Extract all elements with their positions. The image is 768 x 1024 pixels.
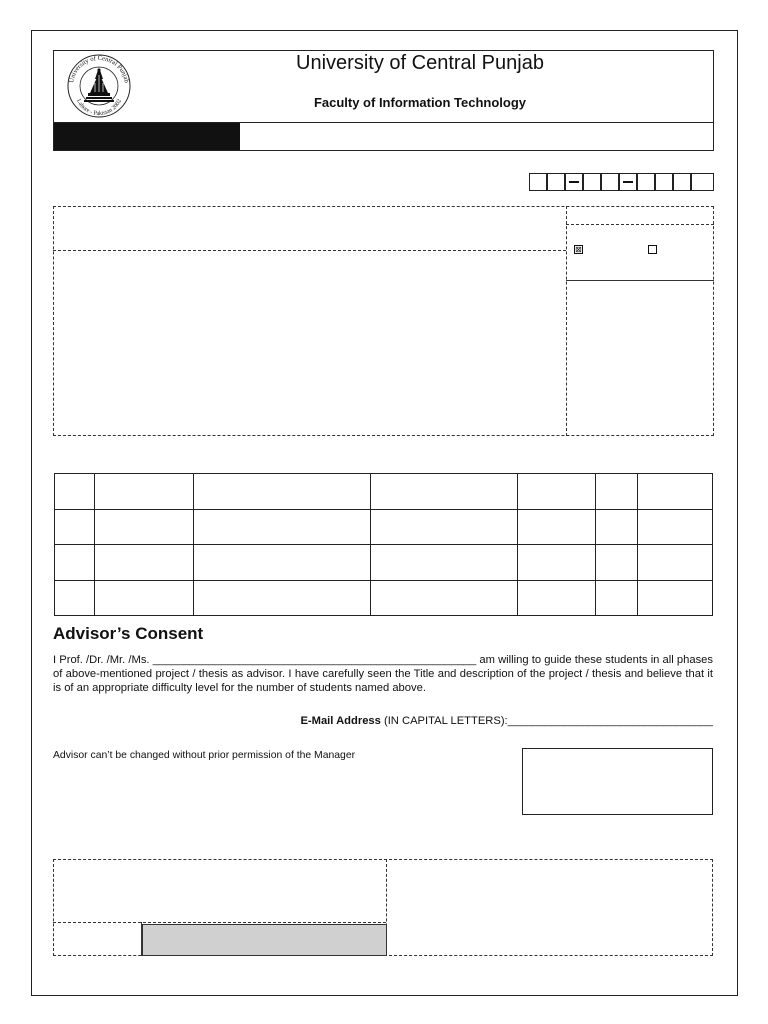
email-label: E-Mail Address <box>300 715 381 727</box>
table-row <box>55 509 713 545</box>
id-digit-box[interactable] <box>655 173 673 191</box>
university-title: University of Central Punjab <box>296 52 544 74</box>
id-digit-box[interactable] <box>637 173 655 191</box>
consent-heading: Advisor’s Consent <box>53 624 204 643</box>
email-line <box>53 715 713 727</box>
table-cell[interactable] <box>370 474 518 510</box>
project-title-field[interactable] <box>54 207 565 249</box>
table-cell[interactable] <box>638 580 713 616</box>
id-dash <box>623 181 633 183</box>
table-cell[interactable] <box>518 474 596 510</box>
table-cell[interactable] <box>638 474 713 510</box>
table-cell[interactable] <box>94 474 193 510</box>
table-cell[interactable] <box>638 545 713 581</box>
table-cell[interactable] <box>193 474 370 510</box>
project-type-checkbox[interactable] <box>648 245 657 254</box>
email-field[interactable]: _________________________________ <box>507 715 713 727</box>
id-digit-box[interactable] <box>673 173 691 191</box>
table-row <box>55 580 713 616</box>
table-cell[interactable] <box>94 509 193 545</box>
id-digit-box[interactable] <box>529 173 547 191</box>
approval-shaded-field[interactable] <box>142 924 387 956</box>
table-cell[interactable] <box>518 509 596 545</box>
advisor-note: Advisor can’t be changed without prior permission of the Manager <box>53 750 356 761</box>
id-digit-box[interactable] <box>547 173 565 191</box>
table-cell[interactable] <box>94 545 193 581</box>
email-hint: (IN CAPITAL LETTERS): <box>383 715 508 727</box>
table-cell[interactable] <box>596 580 638 616</box>
table-cell[interactable] <box>193 545 370 581</box>
table-cell[interactable] <box>596 509 638 545</box>
id-digit-box[interactable] <box>691 173 714 191</box>
faculty-title: Faculty of Information Technology <box>313 95 527 110</box>
students-table <box>54 473 713 616</box>
university-seal-icon <box>59 53 139 119</box>
table-cell[interactable] <box>193 509 370 545</box>
project-title-divider <box>53 250 566 251</box>
university-logo <box>59 53 139 119</box>
id-digit-box[interactable] <box>583 173 601 191</box>
table-cell[interactable] <box>596 545 638 581</box>
project-description-field[interactable] <box>54 252 565 435</box>
table-cell[interactable] <box>370 580 518 616</box>
project-type-divider <box>566 224 714 225</box>
table-row <box>55 545 713 581</box>
table-row <box>55 474 713 510</box>
table-cell[interactable] <box>55 509 95 545</box>
table-cell[interactable] <box>55 580 95 616</box>
logo-text-top: University of Central Punjab <box>68 54 130 84</box>
table-cell[interactable] <box>638 509 713 545</box>
consent-paragraph: I Prof. /Dr. /Mr. /Ms. ____________________________________________________ am willing to guide these students in all phases of above-mentioned project / thesis as advisor. I have carefully seen the Title and description of the project / thesis and believe that it is of an appropriate difficulty level for the number of students named above. <box>53 654 713 694</box>
table-cell[interactable] <box>94 580 193 616</box>
table-cell[interactable] <box>370 509 518 545</box>
table-cell[interactable] <box>518 580 596 616</box>
table-cell[interactable] <box>55 545 95 581</box>
project-vertical-divider <box>566 206 567 436</box>
advisor-signature-box[interactable] <box>522 748 713 815</box>
id-dash <box>569 181 579 183</box>
table-cell[interactable] <box>518 545 596 581</box>
approval-horizontal-divider <box>53 922 386 923</box>
id-digit-box[interactable] <box>601 173 619 191</box>
table-cell[interactable] <box>596 474 638 510</box>
table-cell[interactable] <box>55 474 95 510</box>
project-type-checkbox-checked[interactable]: ⊠ <box>575 245 582 254</box>
table-cell[interactable] <box>370 545 518 581</box>
project-type-bottom-divider <box>566 280 714 281</box>
form-label-block <box>54 123 240 150</box>
logo-text-bottom: Lahore - Pakistan 2002 <box>75 98 123 118</box>
table-cell[interactable] <box>193 580 370 616</box>
